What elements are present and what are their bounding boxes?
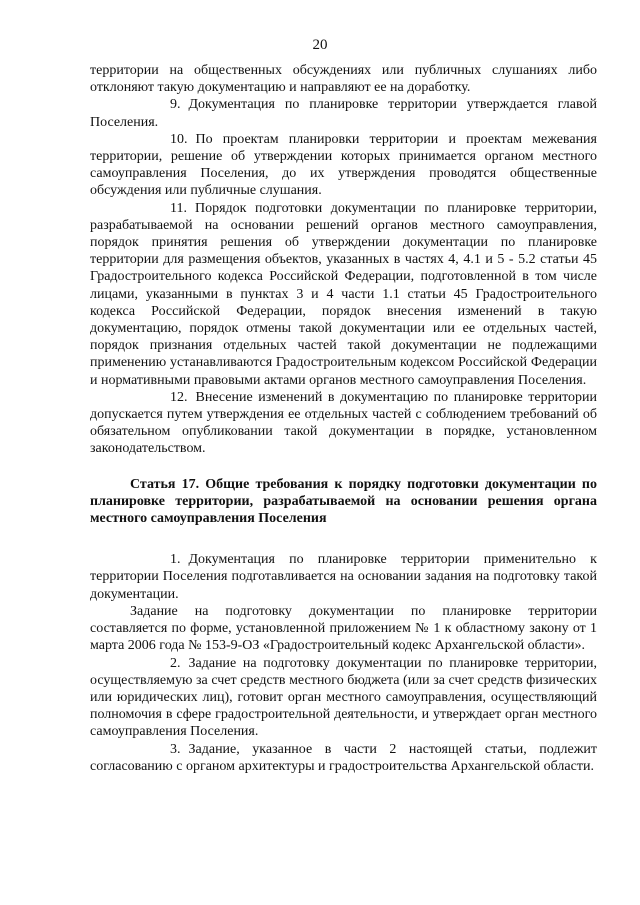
- paragraph-text: По проектам планировки территории и проектам межевания территории, решение об утверждении которых принимается органом местного самоуправления Поселения, до их утверждения проводятся общественные обсуждения или публичные слушания.: [90, 131, 597, 199]
- paragraph-item-12: [90, 389, 597, 458]
- paragraph-number: 9.: [170, 97, 181, 113]
- paragraph-text: Задание на подготовку документации по планировке территории составляется по форме, установленной приложением № 1 к областному закону от 1 марта 2006 года № 153-9-ОЗ «Градостроительный кодекс Архангельской области».: [90, 603, 597, 654]
- paragraph-text: Внесение изменений в документацию по планировке территории допускается путем утверждения ее отдельных частей с соблюдением требований об обязательном опубликовании такой документации в порядке, установленном законодательством.: [90, 389, 597, 457]
- paragraph-text: Документация по планировке территории применительно к территории Поселения подготавливается на основании задания на подготовку такой документации.: [90, 552, 597, 602]
- paragraph-text: Задание, указанное в части 2 настоящей статьи, подлежит согласованию с органом архитектуры и градостроительства Архангельской области.: [90, 741, 597, 774]
- document-body: [90, 62, 597, 775]
- paragraph-number: 2.: [170, 655, 181, 671]
- paragraph-text: Документация по планировке территории утверждается главой Поселения.: [90, 97, 597, 130]
- article-heading: Статья 17. Общие требования к порядку подготовки документации по планировке территории, разрабатываемой на основании решения органа местного самоуправления Поселения: [90, 476, 597, 527]
- page-number: 20: [312, 37, 328, 53]
- section-spacer: [90, 527, 597, 551]
- paragraph-item-10: [90, 131, 597, 200]
- paragraph-text: Задание на подготовку документации по планировке территории, осуществляемую за счет средств местного бюджета (или за счет средств физических или юридических лиц), готовит орган местного самоуправления, осуществляющий полномочия в сфере градостроительной деятельности, и утверждает орган местного самоуправления Поселения.: [90, 655, 597, 740]
- article-item-1: [90, 551, 597, 603]
- article-item-3: [90, 741, 597, 775]
- article-item-2: [90, 655, 597, 741]
- intro-paragraph: территории на общественных обсуждениях или публичных слушаниях либо отклоняют такую документацию и направляют ее на доработку.: [90, 63, 597, 96]
- paragraph-number: 11.: [170, 200, 187, 216]
- paragraph-text: Порядок подготовки документации по планировке территории, разрабатываемой на основании решений органов местного самоуправления, порядок принятия решения об утверждении документации по планировке территории для размещения объектов, указанных в частях 4, 4.1 и 5 - 5.2 статьи 45 Градостроительного кодекса Российской Федерации, подготовленной в том числе лицами, указанными в пунктах 3 и 4 части 1.1 статьи 45 Градостроительного кодекса Российской Федерации, порядок внесения изменений в такую документацию, порядок отмены такой документации или ее отдельных частей, порядок признания отдельных частей такой документации не подлежащими применению устанавливаются Градостроительным кодексом Российской Федерации и нормативными правовыми актами органов местного самоуправления Поселения.: [90, 200, 597, 388]
- paragraph-number: 1.: [170, 552, 181, 568]
- article-item-task-form: [90, 603, 597, 655]
- paragraph-number: 3.: [170, 741, 181, 757]
- paragraph-number: 10.: [170, 131, 188, 147]
- paragraph-item-11: [90, 200, 597, 389]
- paragraph-item-9: [90, 96, 597, 130]
- paragraph-number: 12.: [170, 389, 188, 405]
